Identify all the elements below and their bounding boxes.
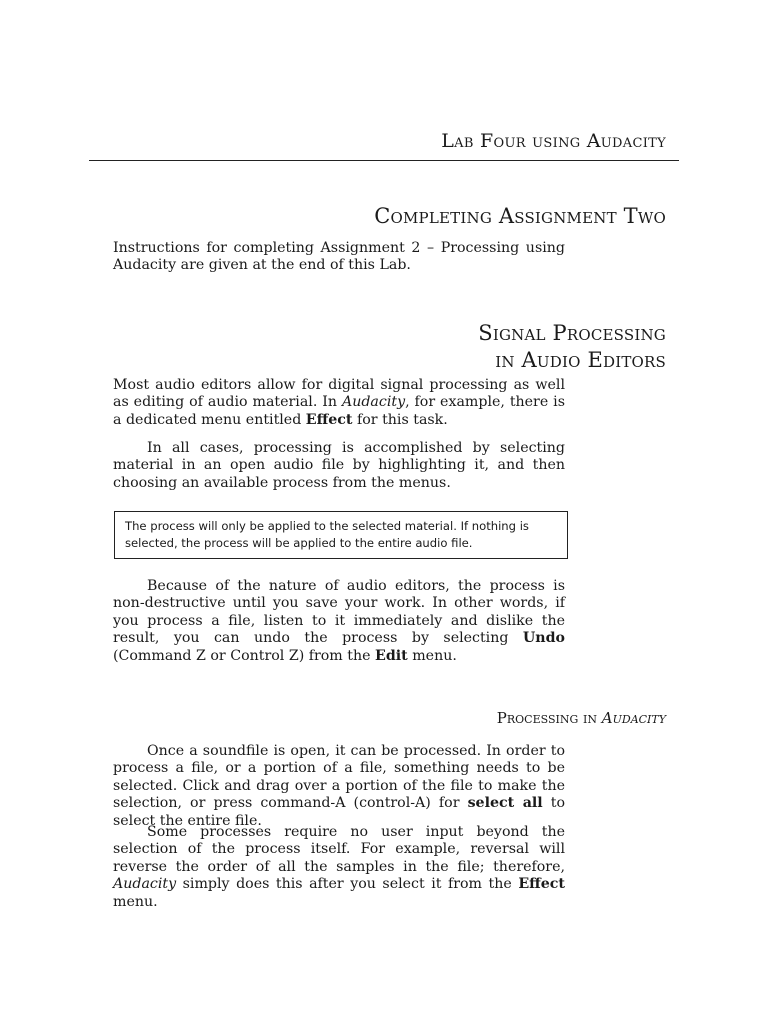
text-run: Most audio editors allow for digital signal processing as well as editing of audio material. In — [113, 377, 565, 411]
text-run: for this task. — [352, 411, 448, 428]
paragraph-non-destructive — [113, 578, 565, 665]
text-run-bold: Undo — [522, 630, 565, 647]
text-run: Processing in — [496, 709, 602, 727]
paragraph-select-to-process — [113, 743, 565, 830]
paragraph-selection-process: In all cases, processing is accomplished by selecting material in an open audio file by highlighting it, and then choosing an available process from the menus. — [113, 440, 565, 491]
text-run-bold: Effect — [305, 411, 353, 428]
heading-signal-processing-line1: Signal Processing — [478, 321, 666, 345]
paragraph-completing-instructions: Instructions for completing Assignment 2 – Processing using Audacity are given at the end of this Lab. — [113, 240, 565, 274]
note-box: The process will only be applied to the selected material. If nothing is selected, the process will be applied to the entire audio file. — [114, 511, 568, 559]
text-run: Because of the nature of audio editors, the process is non-destructive until you save your work. In other words, if you process a file, listen to it immediately and dislike the result, you can undo the process by selecting — [113, 578, 565, 647]
text-run-italic: Audacity — [601, 709, 666, 727]
paragraph-dsp-intro — [113, 377, 565, 429]
paragraph-no-user-input — [113, 824, 565, 911]
text-run: to select the entire file. — [113, 795, 565, 829]
text-run: Some processes require no user input beyond the selection of the process itself. For example, reversal will reverse the order of all the samples in the file; therefore, — [113, 824, 565, 875]
text-run: simply does this after you select it from the — [176, 876, 519, 893]
heading-processing-in-audacity — [497, 709, 666, 727]
text-run: , for example, there is a dedicated menu entitled — [113, 394, 565, 428]
text-run: menu. — [113, 893, 158, 910]
text-run: menu. — [407, 647, 457, 664]
text-run-bold: select all — [467, 795, 543, 812]
heading-completing-assignment: Completing Assignment Two — [374, 204, 666, 228]
text-run-bold: Effect — [518, 876, 565, 893]
running-header-title: Lab Four using Audacity — [441, 130, 666, 152]
heading-signal-processing — [478, 320, 666, 374]
heading-signal-processing-line2: in Audio Editors — [495, 348, 666, 372]
text-run: (Command Z or Control Z) from the — [113, 647, 376, 664]
text-run-italic: Audacity — [113, 876, 177, 893]
text-run-bold: Edit — [375, 647, 408, 664]
header-rule — [89, 160, 679, 161]
text-run-italic: Audacity — [341, 394, 406, 411]
text-run: Once a soundfile is open, it can be processed. In order to process a file, or a portion of a file, something needs to be selected. Click and drag over a portion of the file to make the selection, or press command-A (control-A) for — [113, 743, 565, 812]
